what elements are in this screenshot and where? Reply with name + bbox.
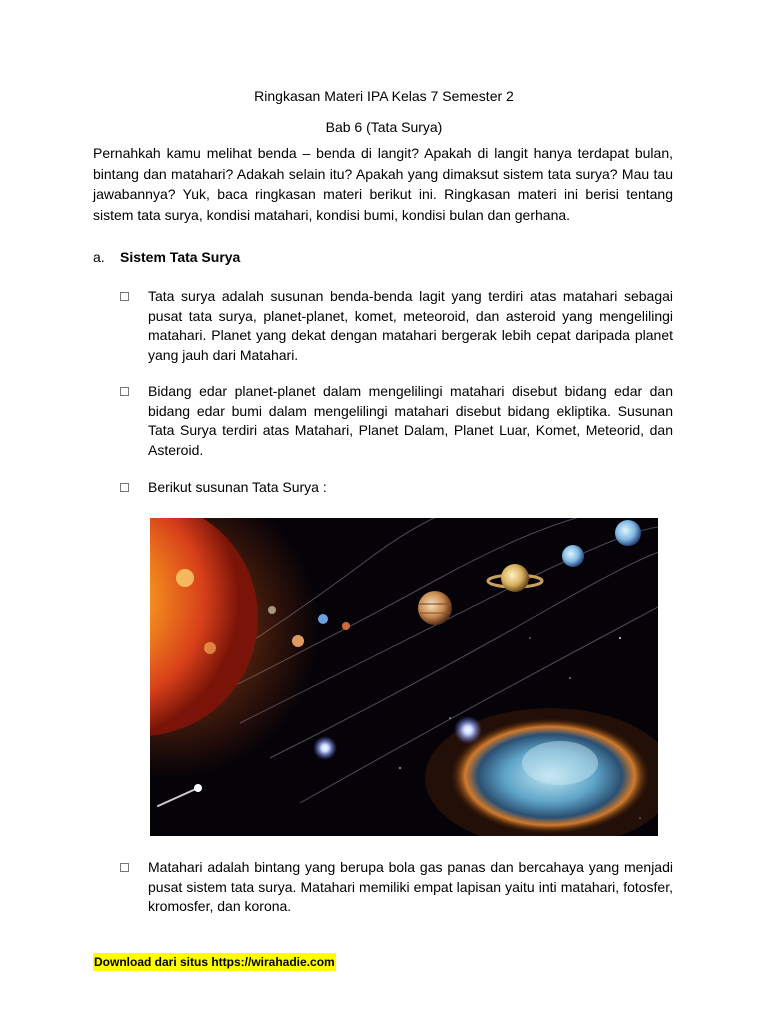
checkbox-bullet-icon	[120, 483, 129, 492]
document-title: Ringkasan Materi IPA Kelas 7 Semester 2	[254, 88, 514, 104]
checkbox-bullet-icon	[120, 292, 129, 301]
checkbox-bullet-icon	[120, 863, 129, 872]
section-heading	[93, 248, 240, 266]
bullet-text: Berikut susunan Tata Surya :	[148, 479, 327, 495]
bullet-text: Tata surya adalah susunan benda-benda lagit yang terdiri atas matahari sebagai pusat tata surya, planet-planet, komet, meteoroid, dan asteroid yang mengelilingi matahari. Planet yang dekat dengan matahari bergerak lebih cepat daripada planet yang jauh dari Matahari.	[148, 288, 673, 363]
section-letter: a.	[93, 249, 105, 265]
chapter-title: Bab 6 (Tata Surya)	[325, 119, 443, 135]
section-heading-label: Sistem Tata Surya	[120, 249, 241, 265]
solar-system-image	[150, 518, 658, 836]
bullet-item	[120, 478, 673, 498]
bullet-text: Bidang edar planet-planet dalam mengelilingi matahari disebut bidang edar dan bidang edar bumi dalam mengelilingi matahari disebut bidang ekliptika. Susunan Tata Surya terdiri atas Matahari, Planet Dalam, Planet Luar, Komet, Meteorid, dan Asteroid.	[148, 383, 673, 458]
checkbox-bullet-icon	[120, 387, 129, 396]
download-link[interactable]: Download dari situs https://wirahadie.com	[94, 955, 335, 969]
bullet-item	[120, 382, 673, 460]
bullet-text: Matahari adalah bintang yang berupa bola gas panas dan bercahaya yang menjadi pusat sistem tata surya. Matahari memiliki empat lapisan yaitu inti matahari, fotosfer, kromosfer, dan korona.	[148, 859, 673, 914]
bullet-item	[120, 287, 673, 365]
intro-paragraph: Pernahkah kamu melihat benda – benda di langit? Apakah di langit hanya terdapat bulan, bintang dan matahari? Adakah selain itu? Apakah yang dimaksut sistem tata surya? Mau tau jawabannya? Yuk, baca ringkasan materi berikut ini. Ringkasan materi ini berisi tentang sistem tata surya, kondisi matahari, kondisi bumi, kondisi bulan dan gerhana.	[93, 145, 673, 223]
bullet-item	[120, 858, 673, 917]
